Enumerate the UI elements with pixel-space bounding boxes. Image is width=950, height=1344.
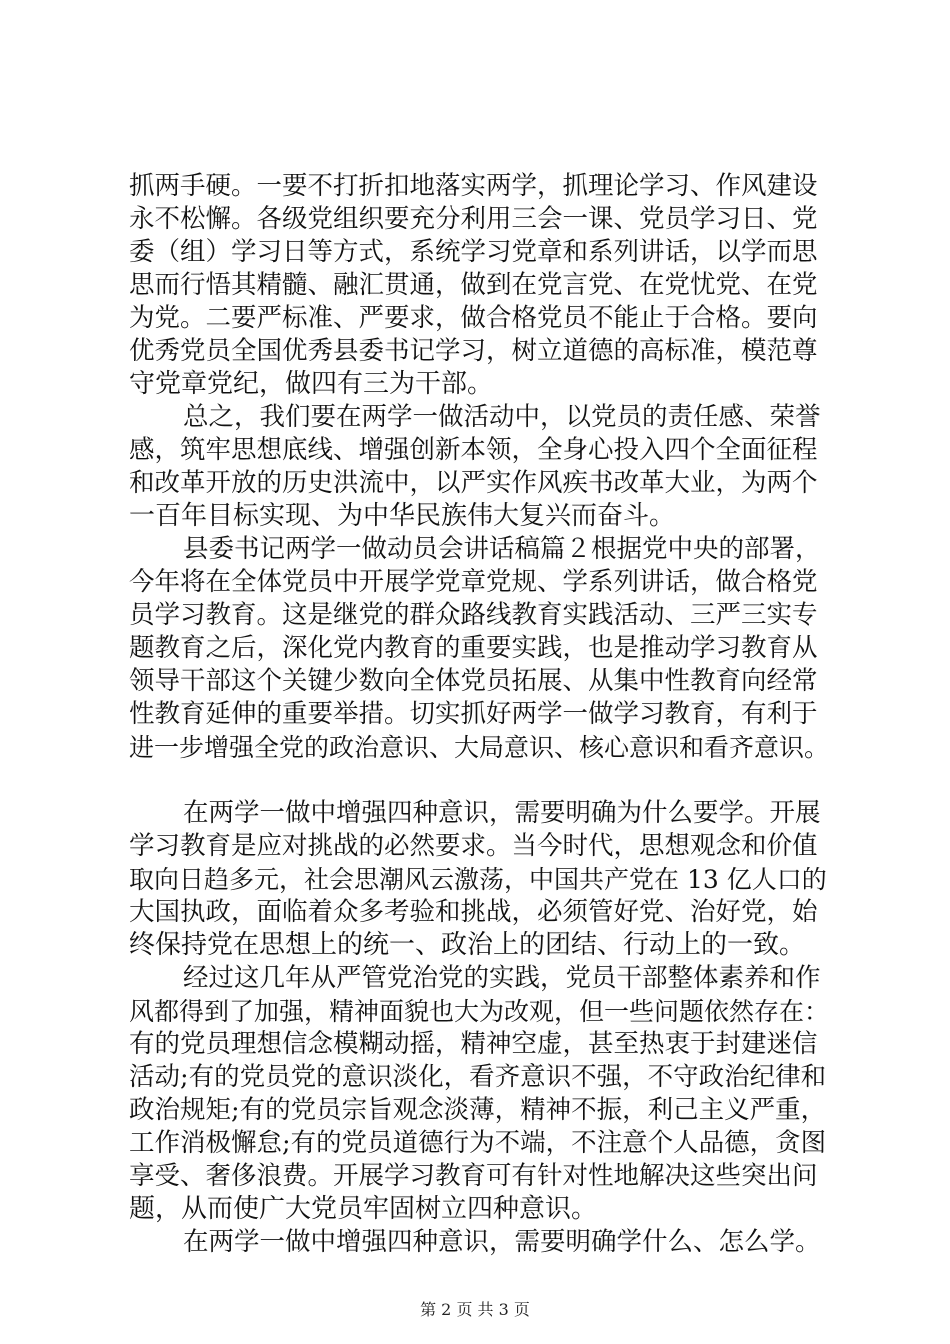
paragraph-spacer bbox=[129, 764, 829, 797]
text-line: 守党章党纪，做四有三为干部。 bbox=[129, 369, 494, 399]
text-line: 今年将在全体党员中开展学党章党规、学系列讲话，做合格党 bbox=[129, 567, 818, 597]
text-line: 终保持党在思想上的统一、政治上的团结、行动上的一致。 bbox=[129, 930, 806, 960]
text-line: 学习教育是应对挑战的必然要求。当今时代，思想观念和价值 bbox=[129, 831, 818, 861]
text-line: 抓两手硬。一要不打折扣地落实两学，抓理论学习、作风建设 bbox=[129, 171, 818, 201]
text-line: 政治规矩;有的党员宗旨观念淡薄，精神不振，利己主义严重， bbox=[129, 1095, 827, 1125]
text-line: 在两学一做中增强四种意识，需要明确为什么要学。开展 bbox=[183, 798, 821, 828]
text-line: 感，筑牢思想底线、增强创新本领，全身心投入四个全面征程 bbox=[129, 435, 818, 465]
text-line: 风都得到了加强，精神面貌也大为改观，但一些问题依然存在： bbox=[129, 997, 830, 1026]
text-line: 在两学一做中增强四种意识，需要明确学什么、怎么学。 bbox=[183, 1227, 821, 1257]
text-line: 取向日趋多元，社会思潮风云激荡，中国共产党在 13 亿人口的 bbox=[129, 865, 827, 894]
text-line: 有的党员理想信念模糊动摇，精神空虚，甚至热衷于封建迷信 bbox=[129, 1029, 818, 1059]
text-line: 领导干部这个关键少数向全体党员拓展、从集中性教育向经常 bbox=[129, 666, 818, 696]
text-line: 大国执政，面临着众多考验和挑战，必须管好党、治好党，始 bbox=[129, 897, 818, 927]
text-line: 享受、奢侈浪费。开展学习教育可有针对性地解决这些突出问 bbox=[129, 1161, 818, 1191]
paragraph bbox=[129, 1226, 829, 1259]
text-line: 为党。二要严标准、严要求，做合格党员不能止于合格。要向 bbox=[129, 303, 818, 333]
text-line: 性教育延伸的重要举措。切实抓好两学一做学习教育，有利于 bbox=[129, 699, 818, 729]
paragraph bbox=[129, 962, 829, 1226]
text-line: 委（组）学习日等方式，系统学习党章和系列讲话，以学而思 bbox=[129, 237, 818, 267]
text-line: 题教育之后，深化党内教育的重要实践，也是推动学习教育从 bbox=[129, 633, 818, 663]
text-line: 县委书记两学一做动员会讲话稿篇２根据党中央的部署， bbox=[183, 534, 821, 564]
paragraph bbox=[129, 533, 829, 764]
document-body bbox=[129, 170, 829, 1259]
text-line: 一百年目标实现、为中华民族伟大复兴而奋斗。 bbox=[129, 501, 676, 531]
page-footer: 第 2 页 共 3 页 bbox=[420, 1300, 530, 1319]
text-line: 经过这几年从严管党治党的实践，党员干部整体素养和作 bbox=[183, 963, 821, 993]
text-line: 总之，我们要在两学一做活动中，以党员的责任感、荣誉 bbox=[183, 402, 821, 432]
paragraph bbox=[129, 401, 829, 533]
text-line: 优秀党员全国优秀县委书记学习，树立道德的高标准，模范尊 bbox=[129, 336, 818, 366]
paragraph bbox=[129, 170, 829, 401]
text-line: 员学习教育。这是继党的群众路线教育实践活动、三严三实专 bbox=[129, 600, 818, 630]
text-line: 活动;有的党员党的意识淡化，看齐意识不强，不守政治纪律和 bbox=[129, 1062, 827, 1092]
text-line: 和改革开放的历史洪流中，以严实作风疾书改革大业，为两个 bbox=[129, 468, 818, 498]
text-line: 进一步增强全党的政治意识、大局意识、核心意识和看齐意识。 bbox=[129, 733, 830, 762]
text-line: 工作消极懈怠;有的党员道德行为不端，不注意个人品德，贪图 bbox=[129, 1128, 827, 1158]
text-line: 题，从而使广大党员牢固树立四种意识。 bbox=[129, 1194, 598, 1224]
text-line: 永不松懈。各级党组织要充分利用三会一课、党员学习日、党 bbox=[129, 204, 818, 234]
text-line: 思而行悟其精髓、融汇贯通，做到在党言党、在党忧党、在党 bbox=[129, 270, 818, 300]
paragraph bbox=[129, 797, 829, 962]
